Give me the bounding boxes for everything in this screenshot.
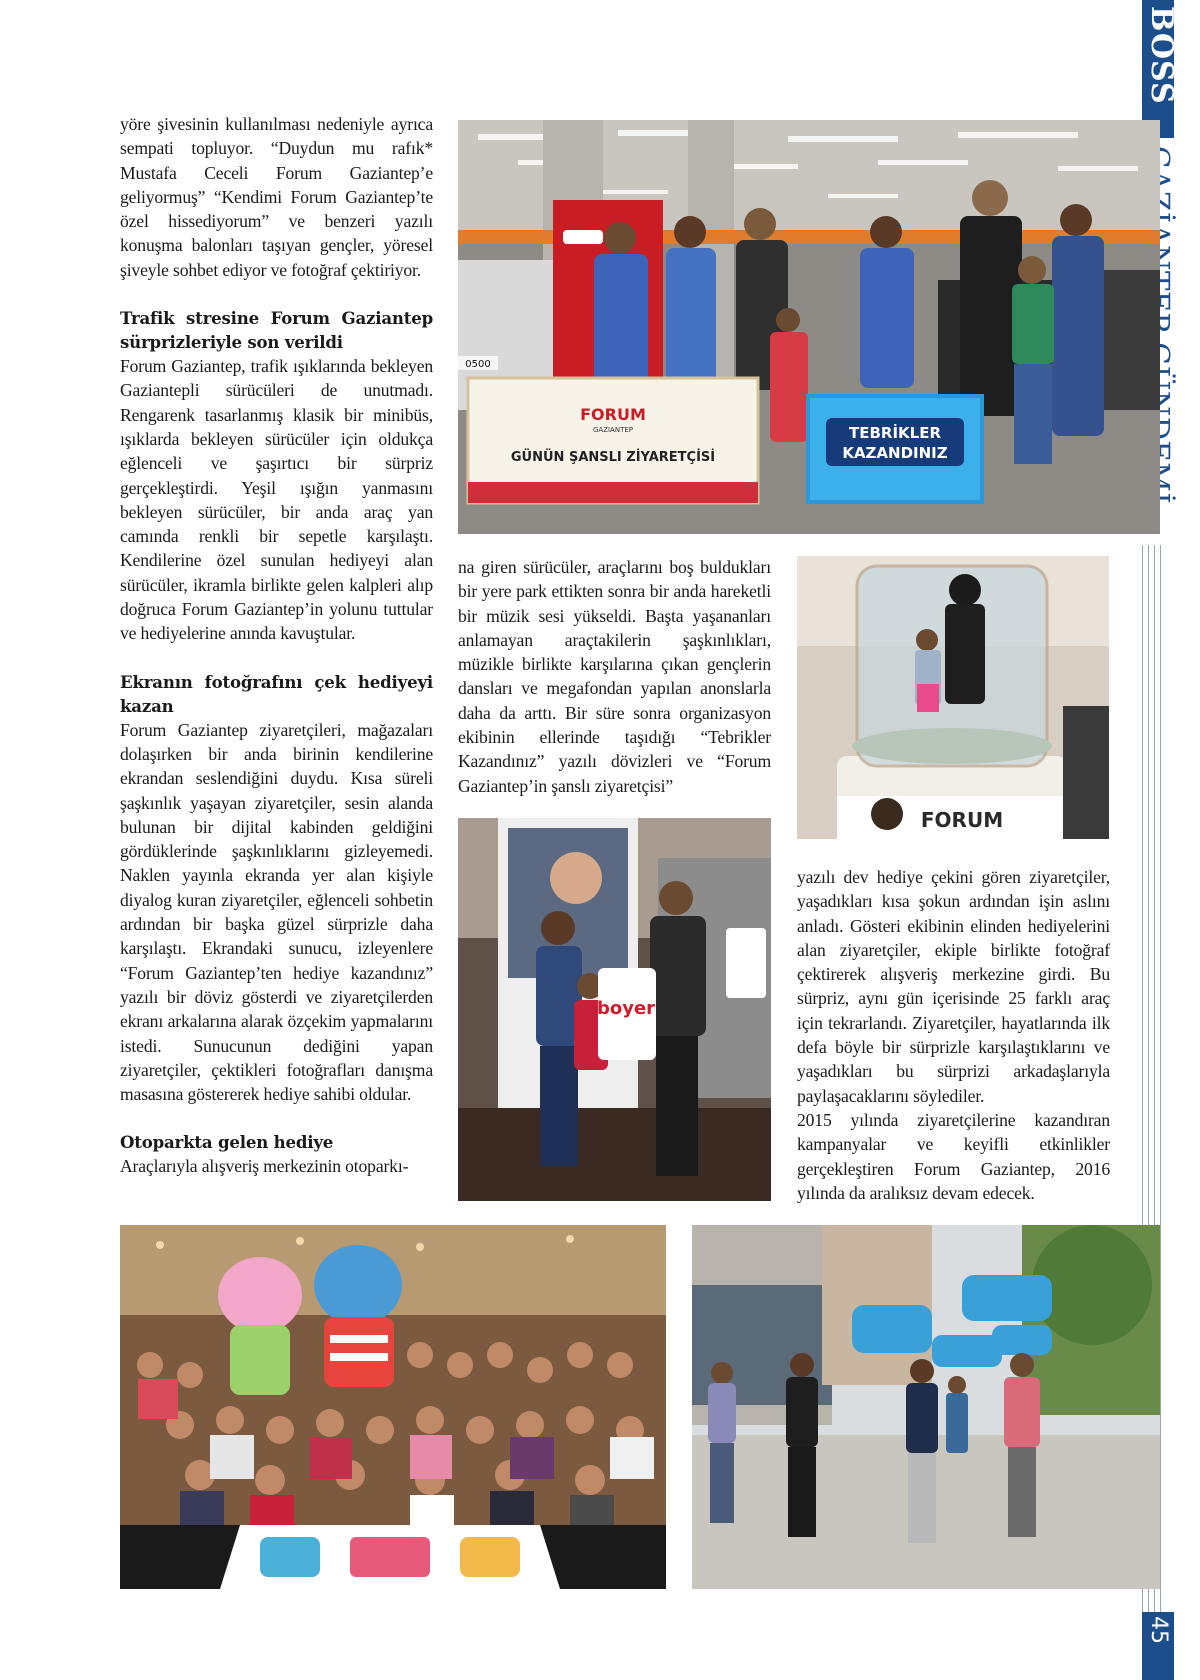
- sign-gaziantep-text: GAZIANTEP: [592, 426, 634, 434]
- sign-lucky-visitor: GÜNÜN ŞANSLI ZİYARETÇİSİ: [510, 450, 716, 465]
- paragraph-parking-cont: na giren sürücüler, araçlarını boş buldukları bir yere park ettikten sonra bir anda hareketli bir müzik sesi yükseldi. Başta yaşananları anlamayan araçtakilerin şaşkınlıkları, müzikle birlikte karşılarına çıkan gençlerin dansları ve megafondan yapılan anonslarla daha da arttı. Bir süre sonra organizasyon ekibinin ellerinde taşıdığı “Tebrikler Kazandınız” yazılı dövizleri ve “Forum Gaziantep’in şanslı ziyaretçisi”: [458, 557, 771, 796]
- paragraph-screen-photo: Forum Gaziantep ziyaretçileri, mağazaları dolaşırken bir anda birinin kendilerine ekrandan seslendiğini duydu. Kısa süreli şaşkınlık yaşayan ziyaretçiler, sesin alanda bulunan bir dijital kabinden geldiğini gördüklerinde şaşkınlıklarını gizleyemedi. Naklen yayınla ekranda yer alan kişiyle diyalog kuran ziyaretçiler, eğlenceli sohbetin ardından bir başka güzel sürprizle daha karşılaştı. Ekrandaki sunucu, izleyenlere “Forum Gaziantep’ten hediye kazandınız” yazılı bir döviz gösterdi ve ziyaretçilerden ekranı arkalarına alarak özçekim yapmalarını istedi. Sunucunun dediğini yapan ziyaretçiler, çektikleri fotoğrafları danışma masasına göstererek hediye sahibi oldular.: [120, 719, 433, 1105]
- paragraph-parking-end: yazılı dev hediye çekini gören ziyaretçiler, yaşadıkları kısa şokun ardından işin aslını anladı. Gösteri ekibinin elinden hediyelerini alan ziyaretçiler, ekiple birlikte fotoğraf çektirerek alışveriş merkezine girdi. Bu sürpriz, aynı gün içerisinde 25 farklı araç için tekrarlandı. Ziyaretçiler, hayatlarında ilk defa böyle bir sürprizle karşılaştıklarını ve yaşadıkları bu sürprizi arkadaşlarıyla paylaşacaklarını söylediler.: [797, 867, 1110, 1106]
- license-plate: 0500: [465, 359, 491, 370]
- page-number: 45: [1146, 1616, 1171, 1644]
- magazine-brand: BOSS: [1144, 6, 1179, 105]
- sign-forum-logo: FORUM: [580, 405, 646, 424]
- photo-parking-winners: [458, 120, 1160, 534]
- cabin-forum-logo: FORUM: [920, 808, 1004, 832]
- photo-selfie-screen: [458, 818, 771, 1201]
- paragraph-traffic: Forum Gaziantep, trafik ışıklarında bekleyen Gaziantepli sürücüleri de unutmadı. Rengarenk tasarlanmış klasik bir minibüs, ışıklarda bekleyen sürücüler için oldukça eğlenceli ve şaşırtıcı bir sürpriz gerçekleştirdi. Yeşil ışığın yanmasını bekleyen sürücüler, bir anda araç yan camında renkli bir sepetle karşılaştı. Kendilerine özel sunulan hediyeyi alan sürücüler, ikramla birlikte gelen kalpleri alıp doğruca Forum Gaziantep’in yolunu tuttular ve hediyelerine anında kavuştular.: [120, 356, 433, 644]
- paragraph-parking-start: Araçlarıyla alışveriş merkezinin otoparkı-: [120, 1156, 409, 1177]
- photo-street-balloons: [692, 1225, 1160, 1589]
- article-column-1: [120, 112, 433, 1179]
- subheading-screen-photo: Ekranın fotoğrafını çek hediyeyi kazan: [120, 671, 433, 716]
- article-column-3: [797, 865, 1110, 1205]
- photo-money-cabin: [797, 556, 1109, 839]
- article-intro: yöre şivesinin kullanılması nedeniyle ayrıca sempati topluyor. “Duydun mu rafık* Mustafa Ceceli Forum Gaziantep’e geliyormuş” “Kendimi Forum Gaziantep’te özel hissediyorum” ve benzeri yazılı konuşma balonları taşıyan gençler, yöresel şiveyle sohbet ediyor ve fotoğraf çektiriyor.: [120, 114, 433, 280]
- article-column-2: [458, 555, 771, 798]
- sidebar-rule: [1160, 545, 1161, 1645]
- paragraph-closing: 2015 yılında ziyaretçilerine kazandıran kampanyalar ve keyifli etkinlikler gerçekleştiren Forum Gaziantep, 2016 yılında da aralıksız devam edecek.: [797, 1109, 1110, 1203]
- sign-kazandiniz: KAZANDINIZ: [842, 444, 948, 462]
- photo-children-mascots: [120, 1225, 666, 1589]
- subheading-traffic: Trafik stresine Forum Gaziantep sürprizleriyle son verildi: [120, 308, 433, 353]
- subheading-parking: Otoparkta gelen hediye: [120, 1132, 334, 1153]
- bag-boyer-logo: boyer: [596, 998, 656, 1019]
- sign-tebrikler: TEBRİKLER: [848, 424, 942, 442]
